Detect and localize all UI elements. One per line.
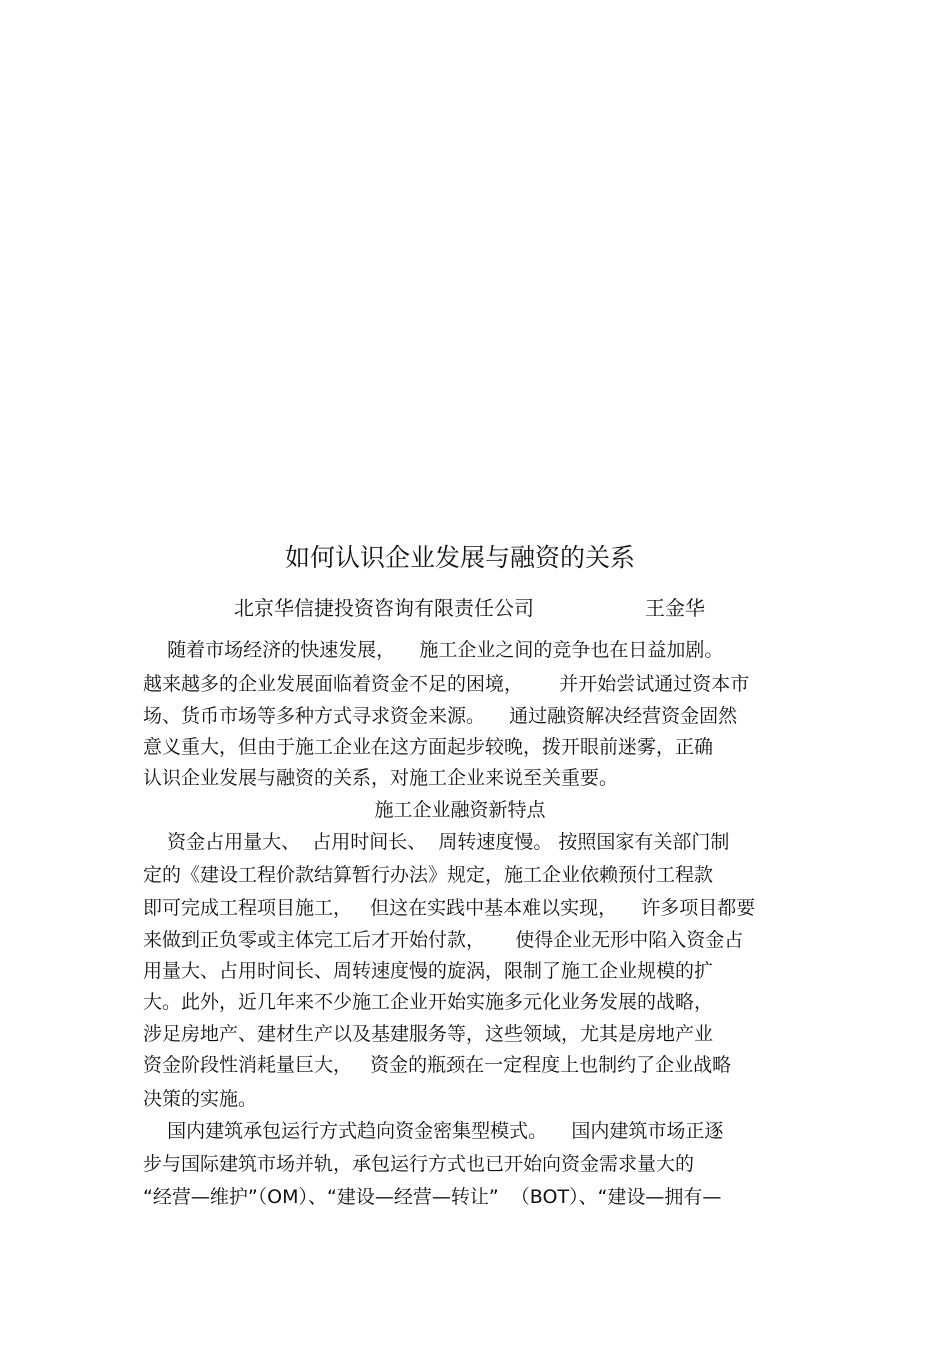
section-heading: 施工企业融资新特点 [374,799,546,821]
document-title: 如何认识企业发展与融资的关系 [284,543,635,572]
paragraph-line: 资金占用量大、 占用时间长、 周转速度慢。 按照国家有关部门制 [143,831,730,853]
paragraph-line: 越来越多的企业发展面临着资金不足的困境， 并开始尝试通过资本市 [143,673,750,695]
paragraph-line: “经营—维护”（OM）、“建设—经营—转让” （BOT）、“建设—拥有— [143,1186,722,1208]
paragraph-line: 认识企业发展与融资的关系，对施工企业来说至关重要。 [143,767,619,789]
paragraph-line: 涉足房地产、建材生产以及基建服务等，这些领域，尤其是房地产业 [143,1023,714,1045]
company-name: 北京华信捷投资咨询有限责任公司 [234,596,534,620]
paragraph-line: 定的《建设工程价款结算暂行办法》规定，施工企业依赖预付工程款 [143,864,714,886]
paragraph-line: 决策的实施。 [143,1088,258,1110]
paragraph-line: 步与国际建筑市场并轨，承包运行方式也已开始向资金需求量大的 [143,1153,695,1175]
paragraph-line: 即可完成工程项目施工， 但这在实践中基本难以实现， 许多项目都要 [143,897,756,919]
paragraph-line: 随着市场经济的快速发展， 施工企业之间的竞争也在日益加剧。 [143,639,724,661]
paragraph-line: 来做到正负零或主体完工后才开始付款， 使得企业无形中陷入资金占 [143,929,744,951]
paragraph-line: 资金阶段性消耗量巨大， 资金的瓶颈在一定程度上也制约了企业战略 [143,1054,732,1076]
paragraph-line: 用量大、占用时间长、周转速度慢的旋涡，限制了施工企业规模的扩 [143,960,714,982]
paragraph-line: 国内建筑承包运行方式趋向资金密集型模式。 国内建筑市场正逐 [143,1120,724,1142]
paragraph-line: 场、货币市场等多种方式寻求资金来源。 通过融资解决经营资金固然 [143,705,738,727]
paragraph-line: 意义重大，但由于施工企业在这方面起步较晚，拨开眼前迷雾，正确 [143,736,714,758]
author-name: 王金华 [645,596,705,620]
paragraph-line: 大。此外，近几年来不少施工企业开始实施多元化业务发展的战略， [143,991,714,1013]
